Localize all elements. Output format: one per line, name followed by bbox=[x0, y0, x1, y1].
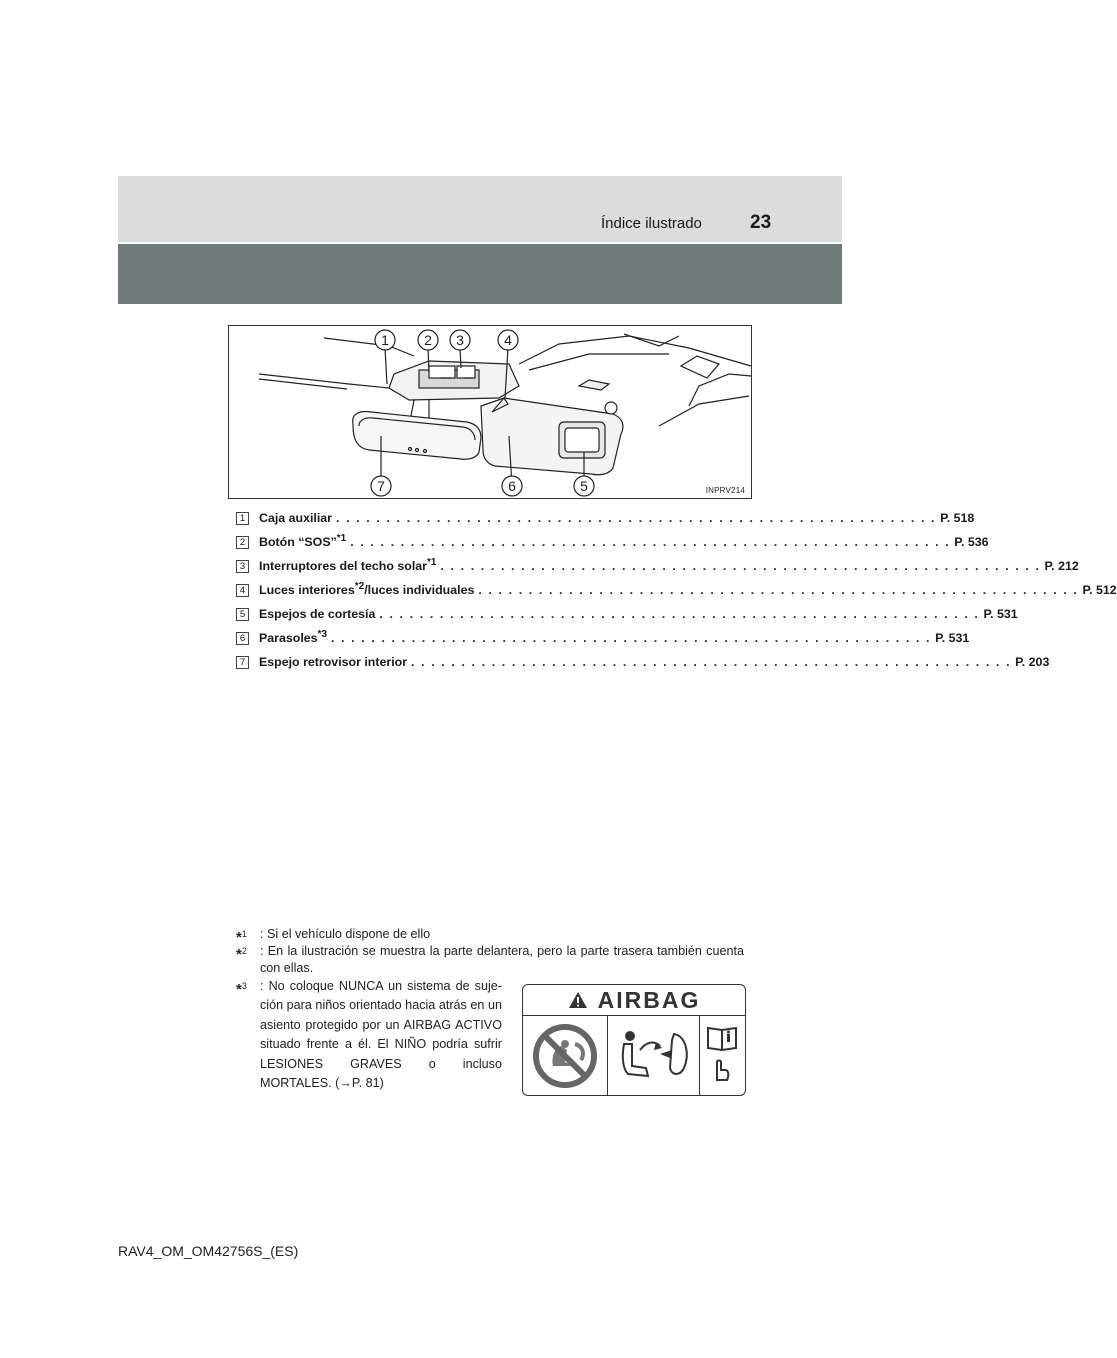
dot-leader: . . . . . . . . . . . . . . . . . . . . . . . . . . . . . . . . . . . . . . . . . . . . . . . . . . . . . . . . . . . . bbox=[440, 559, 1041, 573]
footnote-marker: *$^1$ bbox=[236, 929, 247, 947]
callout-1-label: 1 bbox=[381, 332, 389, 348]
prohibition-cell bbox=[523, 1016, 608, 1096]
callout-5-label: 5 bbox=[580, 478, 588, 494]
item-number: 1 bbox=[236, 512, 249, 525]
list-item bbox=[236, 530, 989, 554]
page-reference-link[interactable]: P. 531 bbox=[983, 607, 1018, 621]
callout-4-label: 4 bbox=[504, 332, 512, 348]
dot-leader: . . . . . . . . . . . . . . . . . . . . . . . . . . . . . . . . . . . . . . . . . . . . . . . . . . . . . . . . . . . . bbox=[478, 583, 1079, 597]
footnote-2 bbox=[236, 943, 744, 977]
footnote-text: : En la ilustración se muestra la parte delantera, pero la parte trasera también cuenta con ellas. bbox=[260, 944, 744, 975]
seat-airbag-cell bbox=[608, 1016, 699, 1096]
item-number: 5 bbox=[236, 608, 249, 621]
callout-3-label: 3 bbox=[456, 332, 464, 348]
item-number: 2 bbox=[236, 536, 249, 549]
figure-code: INPRV214 bbox=[705, 486, 745, 495]
item-label: Interruptores del techo solar$^{*1}$ bbox=[259, 556, 437, 573]
warning-triangle-icon bbox=[568, 991, 588, 1009]
list-item bbox=[236, 650, 1050, 674]
airbag-label-header bbox=[523, 985, 745, 1016]
item-number: 3 bbox=[236, 560, 249, 573]
item-number: 4 bbox=[236, 584, 249, 597]
read-manual-icon bbox=[705, 1022, 739, 1090]
document-code: RAV4_OM_OM42756S_(ES) bbox=[118, 1243, 299, 1259]
airbag-deploy-seat-icon bbox=[614, 1024, 694, 1088]
page-reference-link[interactable]: P. 531 bbox=[935, 631, 970, 645]
footnote-mark: *2 bbox=[354, 580, 365, 592]
footnote-mark: *1 bbox=[336, 532, 347, 544]
illustration-drawing bbox=[229, 326, 751, 498]
page-reference-link[interactable]: P. 212 bbox=[1044, 559, 1079, 573]
airbag-word: AIRBAG bbox=[597, 986, 701, 1013]
dot-leader: . . . . . . . . . . . . . . . . . . . . . . . . . . . . . . . . . . . . . . . . . . . . . . . . . . . . . . . . . . . . bbox=[350, 535, 951, 549]
page-reference-link[interactable]: P. 203 bbox=[1015, 655, 1050, 669]
page-number: 23 bbox=[750, 212, 772, 233]
page-reference-link[interactable]: P. 536 bbox=[954, 535, 989, 549]
item-label: Espejo retrovisor interior bbox=[259, 655, 408, 669]
callout-7-label: 7 bbox=[377, 478, 385, 494]
footnote-text: : Si el vehículo dispone de ello bbox=[260, 927, 431, 941]
overhead-console-illustration bbox=[228, 325, 752, 499]
list-item bbox=[236, 578, 1117, 602]
list-item bbox=[236, 626, 970, 650]
callout-6-label: 6 bbox=[508, 478, 516, 494]
section-title: Índice ilustrado bbox=[601, 215, 702, 232]
footnote-mark: *1 bbox=[427, 556, 437, 568]
item-number: 6 bbox=[236, 632, 249, 645]
item-label: Botón “SOS”$^{*1}$ bbox=[259, 532, 347, 549]
airbag-warning-label bbox=[522, 984, 746, 1096]
item-label: Caja auxiliar bbox=[259, 511, 333, 525]
list-item bbox=[236, 506, 975, 530]
dot-leader: . . . . . . . . . . . . . . . . . . . . . . . . . . . . . . . . . . . . . . . . . . . . . . . . . . . . . . . . . . . . bbox=[379, 607, 980, 621]
dot-leader: . . . . . . . . . . . . . . . . . . . . . . . . . . . . . . . . . . . . . . . . . . . . . . . . . . . . . . . . . . . . bbox=[336, 511, 937, 525]
page-reference-link[interactable]: P. 512 bbox=[1082, 583, 1117, 597]
page-reference-link[interactable]: P. 518 bbox=[940, 511, 975, 525]
item-number: 7 bbox=[236, 656, 249, 669]
footnote-3 bbox=[236, 977, 502, 1093]
component-list bbox=[236, 506, 1117, 674]
item-label: Espejos de cortesía bbox=[259, 607, 376, 621]
footnotes bbox=[236, 926, 744, 977]
footnote-mark: *3 bbox=[317, 628, 328, 640]
dot-leader: . . . . . . . . . . . . . . . . . . . . . . . . . . . . . . . . . . . . . . . . . . . . . . . . . . . . . . . . . . . . bbox=[411, 655, 1012, 669]
list-item bbox=[236, 602, 1018, 626]
item-label: Parasoles$^{*3}$ bbox=[259, 628, 328, 645]
footnote-marker: *$^3$ bbox=[236, 981, 247, 999]
footnote-marker: *$^2$ bbox=[236, 946, 247, 964]
header-dark-band bbox=[118, 244, 842, 304]
manual-cell bbox=[700, 1016, 745, 1096]
footnote-1 bbox=[236, 926, 744, 947]
airbag-label-pictograms bbox=[523, 1016, 745, 1096]
no-rear-facing-child-seat-icon bbox=[531, 1022, 599, 1090]
list-item bbox=[236, 554, 1079, 578]
callout-2-label: 2 bbox=[424, 332, 432, 348]
item-label: Luces interiores$^{*2}$/luces individuales bbox=[259, 580, 475, 597]
footnote-text: : No coloque NUNCA un sistema de sujeción para niños orientado hacia atrás en un asiento protegido por un AIRBAG ACTIVO situado frente a él. El NIÑO podría sufrir LESIONES GRAVES o incluso MORTALES. (→P. 81) bbox=[260, 979, 502, 1091]
dot-leader: . . . . . . . . . . . . . . . . . . . . . . . . . . . . . . . . . . . . . . . . . . . . . . . . . . . . . . . . . . . . bbox=[331, 631, 932, 645]
